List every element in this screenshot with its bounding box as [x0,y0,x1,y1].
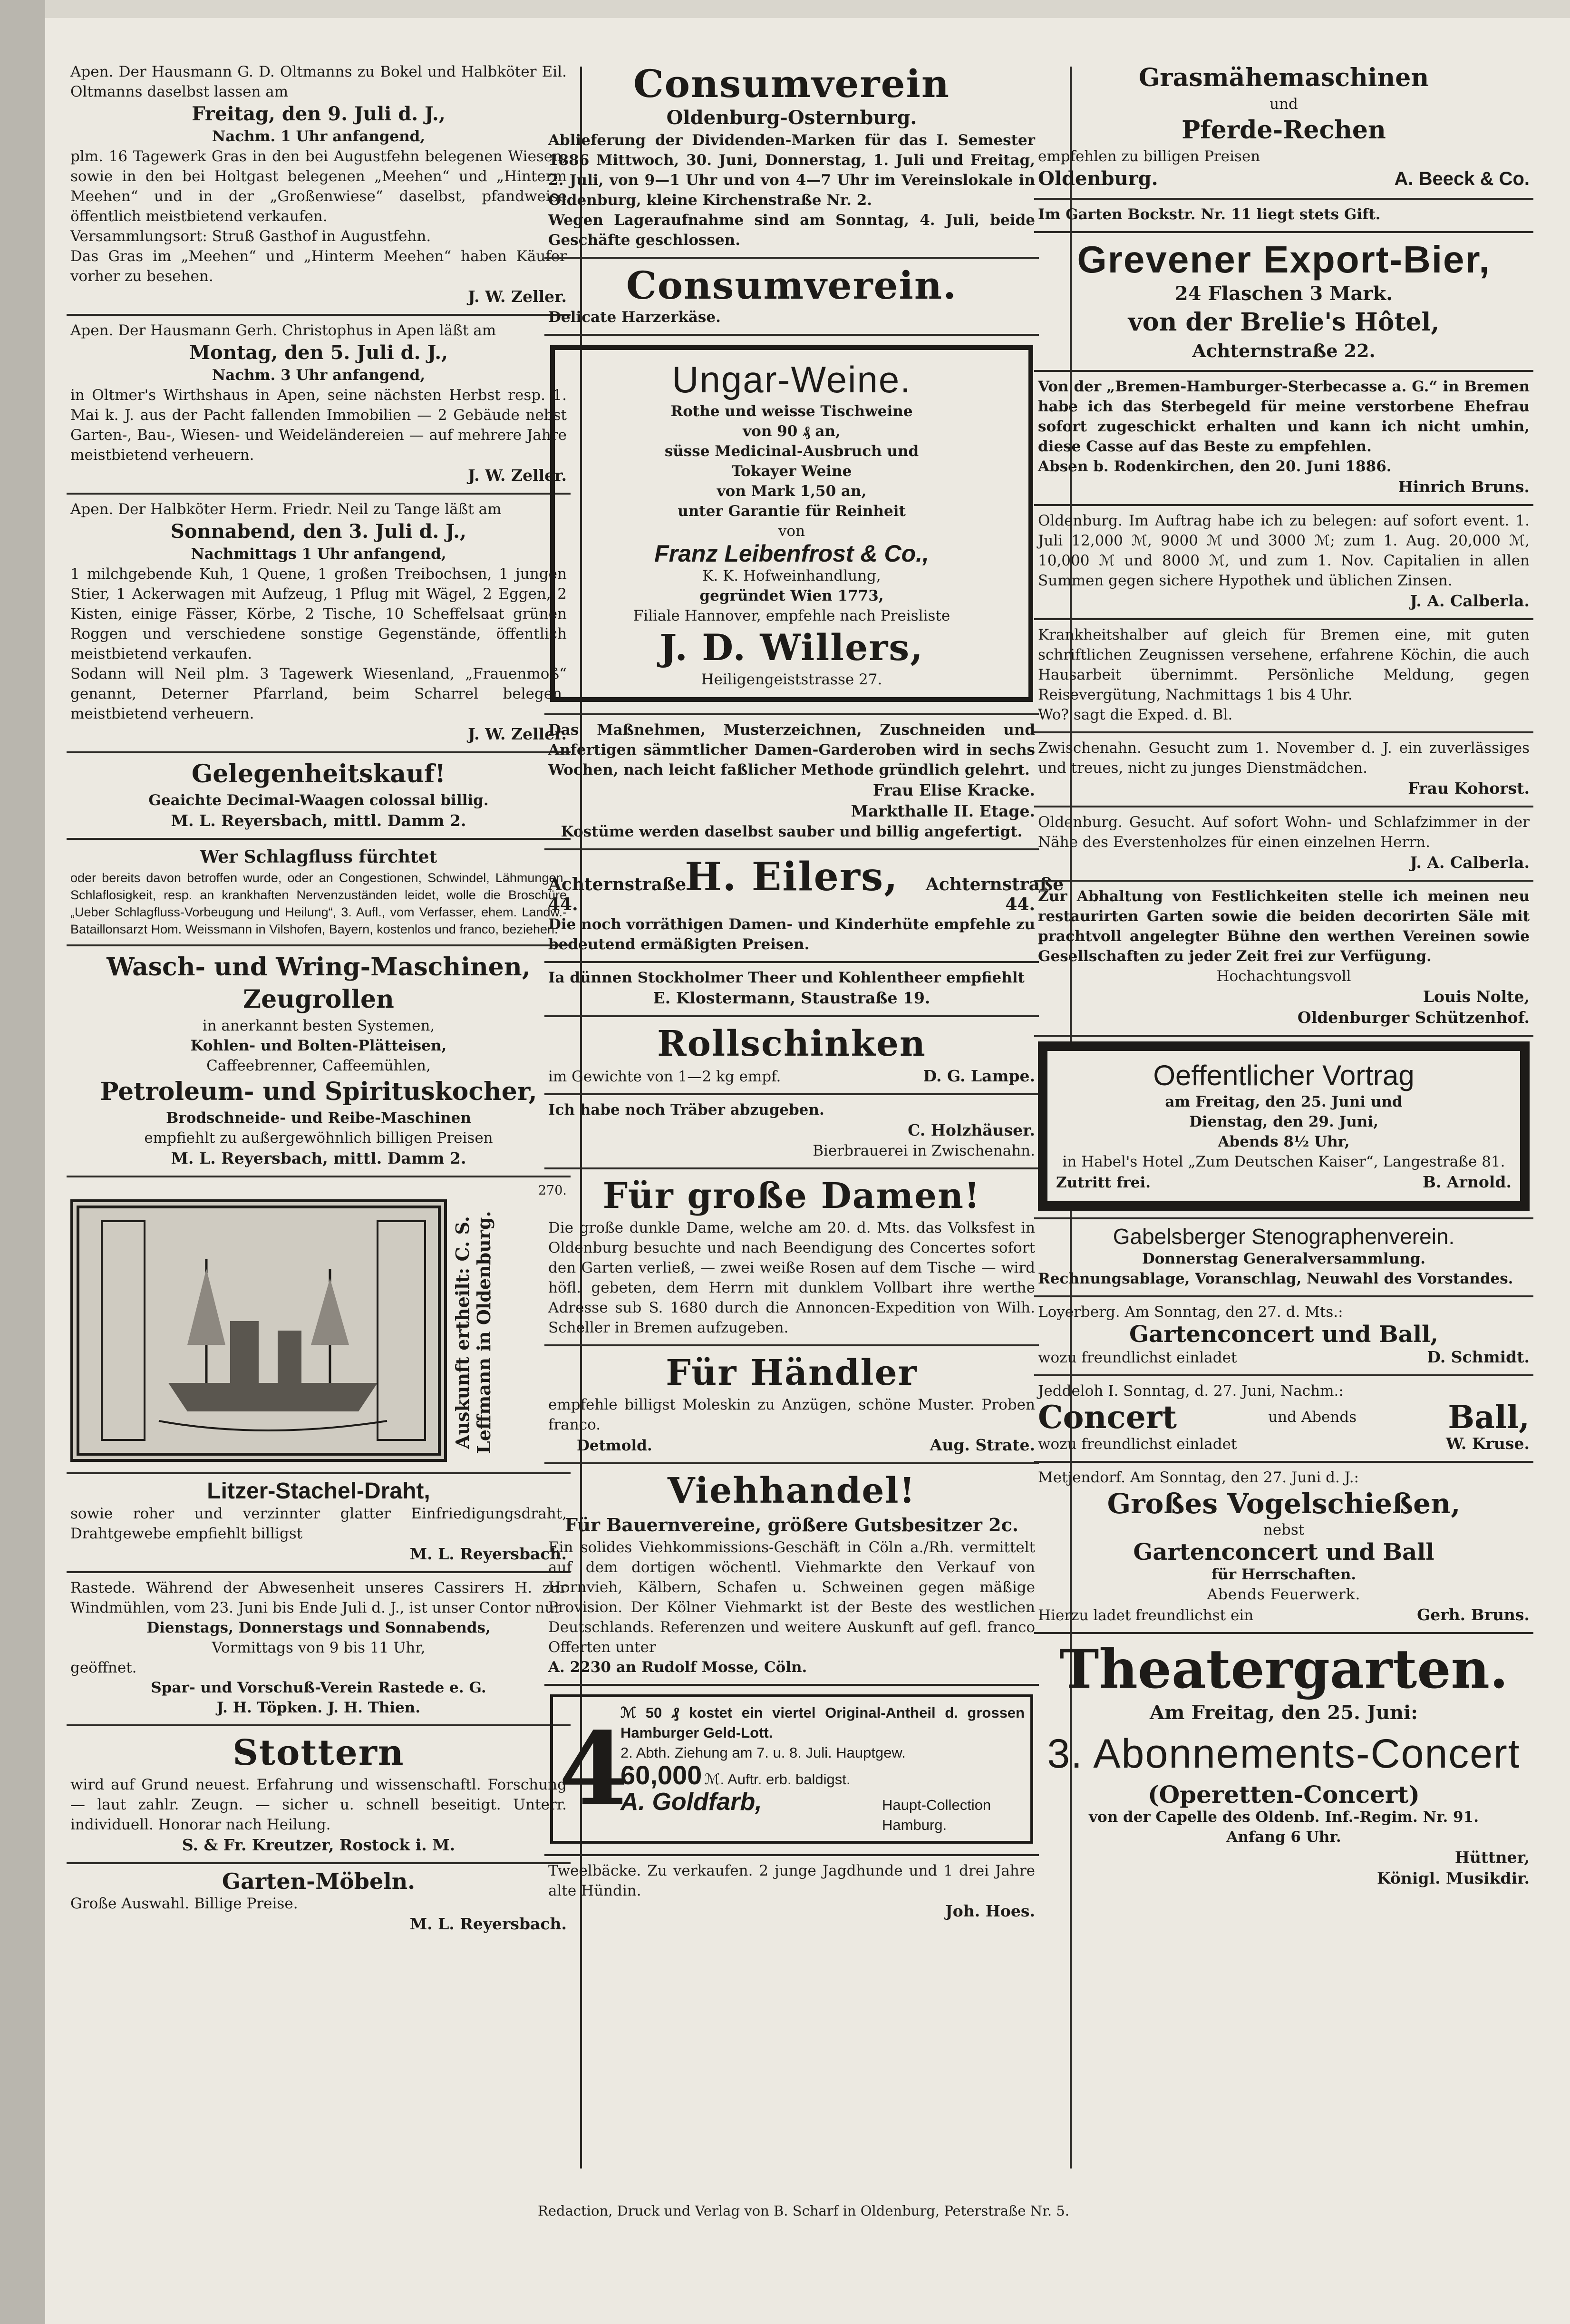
ad-schuetzenhof [1034,882,1533,1037]
ad-signature: Hinrich Bruns. [1398,477,1530,496]
ad-collection: Haupt-Collection Hamburg. [882,1797,991,1833]
ad-body: Ich habe noch Träber abzugeben. [548,1101,824,1118]
ad-line: empfiehlt zu außergewöhnlich billigen Preisen [144,1129,493,1147]
ad-signature: S. & Fr. Kreutzer, Rostock i. M. [182,1836,455,1854]
ad-headline: Gelegenheitskauf! [191,759,446,788]
ad-signature: J. W. Zeller. [468,287,567,306]
ad-lottery [544,1686,1039,1856]
ad-body: empfehle billigst Moleskin zu Anzügen, schöne Muster. Proben franco. [548,1396,1035,1433]
ad-stenography [1034,1219,1533,1297]
ad-signature: J. W. Zeller. [468,466,567,485]
ad-firm: A. Goldfarb, [620,1788,762,1816]
ad-death-fund [1034,372,1533,506]
ad-line: Kohlen- und Bolten-Plätteisen, [190,1037,447,1054]
ad-line: 2. Abth. Ziehung am 7. u. 8. Juli. Hauptgew. [620,1744,906,1761]
ad-line: empfehlen zu billigen Preisen [1038,148,1260,165]
column-left [67,57,571,2168]
ad-body: Ein solides Viehkommissions-Geschäft in Cöln a./Rh. vermittelt auf dem dortigen wöchentl. Viehmarkte den Verkauf von Hornvieh, Kälbern, Schafen u. Schweinen gegen mäßige Provision. Der Kölner Viehmarkt ist der Beste des westlichen Deutschlands. Referenzen und weitere Auskunft auf gefl. franco Offerten unter [548,1539,1035,1656]
ad-wire [67,1474,571,1573]
ad-note: Wegen Lageraufnahme sind am Sonntag, 4. Juli, beide Geschäfte geschlossen. [548,212,1035,249]
ad-cook-wanted [1034,620,1533,733]
ad-body: Ablieferung der Dividenden-Marken für das I. Semester 1886 Mittwoch, 30. Juni, Donnerstag, 1. Juli und Freitag, 2. Juli, von 9—1 Uhr und von 4—7 Uhr im Vereinslokale in Oldenburg, kleine Kirchenstraße Nr. 2. [548,132,1035,209]
ad-agent: J. D. Willers, [659,626,924,669]
ad-date: Freitag, den 9. Juli d. J., [192,103,446,125]
ad-line: K. K. Hofweinhandlung, [702,567,881,584]
ad-body: Krankheitshalber auf gleich für Bremen eine, mit guten schriftlichen Zeugnissen versehene, erfahrene Köchin, die auch Hausarbeit übernimmt. Persönliche Meldung, gegen Reisevergütung, Nachmittags 1 bis 4 Uhr. [1038,626,1530,703]
ad-consumverein-cheese [544,259,1039,336]
ad-headline-2: Gartenconcert und Ball [1133,1539,1434,1566]
ad-body: Ia dünnen Stockholmer Theer und Kohlentheer empfiehlt [548,969,1025,986]
ad-headline: Viehhandel! [667,1470,916,1511]
ad-line: Abends 8½ Uhr, [1218,1133,1350,1150]
ad-headline: Consumverein. [626,263,957,308]
ad-subheadline: Zeugrollen [243,985,394,1014]
ad-line: für Herrschaften. [1211,1566,1357,1583]
ad-headline-2: 3. Abonnements-Concert [1047,1731,1521,1777]
ad-tall-lady [544,1169,1039,1346]
ad-signature: M. L. Reyersbach, mittl. Damm 2. [171,811,466,830]
ad-nebst: nebst [1263,1521,1305,1538]
ad-maid-wanted [1034,733,1533,807]
ad-line: ℳ 50 ₰ kostet ein viertel Original-Antheil d. grossen Hamburger Geld-Lott. [620,1704,1025,1741]
ad-signature: M. L. Reyersbach, mittl. Damm 2. [171,1149,466,1167]
ad-headline: Oeffentlicher Vortrag [1153,1060,1415,1091]
ad-line: Brodschneide- und Reibe-Maschinen [166,1109,471,1127]
ad-body: Zwischenahn. Gesucht zum 1. November d. J. ein zuverlässiges und treues, nicht zu junges Dienstmädchen. [1038,739,1530,777]
ad-body: Die noch vorräthigen Damen- und Kinderhüte empfehle zu bedeutend ermäßigten Preisen. [548,916,1035,953]
steamship-icon [73,1202,444,1459]
ad-headline: Gartenconcert und Ball, [1129,1321,1438,1348]
ad-signature: A. Beeck & Co. [1394,168,1530,189]
ad-address: Heiligengeiststrasse 27. [701,671,882,688]
ad-signature: D. G. Lampe. [923,1067,1035,1085]
steamship-illustration [70,1199,447,1462]
ad-line: von Mark 1,50 an, [717,483,867,500]
ad-stuttering [67,1726,571,1864]
ad-line: in Habel's Hotel „Zum Deutschen Kaiser“, Langestraße 81. [1062,1153,1505,1170]
ad-headline-2: Pferde-Rechen [1182,116,1386,145]
ad-headline: Consumverein [633,61,950,106]
ad-signature: A. 2230 an Rudolf Mosse, Cöln. [548,1659,807,1676]
ad-line: gegründet Wien 1773, [699,587,884,604]
ad-headline: Wer Schlagfluss fürchtet [200,847,437,867]
ad-subheadline: Für Bauernvereine, größere Gutsbesitzer 2c. [565,1514,1018,1536]
ad-eilers-hats [544,850,1064,963]
ad-subline: Bierbrauerei in Zwischenahn. [813,1142,1035,1159]
ad-place: Versammlungsort: Struß Gasthof in Augustfehn. [70,228,431,245]
ad-signature: M. L. Reyersbach. [409,1545,567,1563]
ad-tar [544,963,1039,1017]
column-middle [544,57,1064,2168]
ad-line: in anerkannt besten Systemen, [202,1017,435,1034]
ad-line: Hochachtungsvoll [1216,968,1351,985]
ad-ham [544,1017,1039,1095]
ad-body: Geaichte Decimal-Waagen colossal billig. [148,792,489,809]
ad-lecture [1034,1037,1533,1219]
ad-signature: D. Schmidt. [1427,1348,1530,1366]
ad-capital [1034,506,1533,620]
ad-body: Im Garten Bockstr. Nr. 11 liegt stets Gift. [1038,206,1381,223]
ad-body: Delicate Harzerkäse. [548,309,721,326]
ad-signature: E. Klostermann, Staustraße 19. [653,989,930,1007]
ad-line: wozu freundlichst einladet [1038,1349,1237,1366]
ad-time: Vormittags von 9 bis 11 Uhr, [212,1639,426,1656]
ad-line: Absen b. Rodenkirchen, den 20. Juni 1886. [1038,458,1392,475]
ad-body: Das Maßnehmen, Musterzeichnen, Zuschneiden und Anfertigen sämmtlicher Damen-Garderoben wird in sechs Wochen, nach leicht faßlicher Methode gründlich gelehrt. [548,721,1035,778]
ad-body: Oldenburg. Im Auftrag habe ich zu belegen: auf sofort event. 1. Juli 12,000 ℳ, 9000 ℳ und 3000 ℳ; zum 1. Aug. 20,000 ℳ, 10,000 ℳ und 8000 ℳ, und zum 1. Nov. Capitalien in allen Summen gegen sichere Hypothek und üblichen Zinsen. [1038,512,1530,589]
ad-stroke [67,840,571,946]
ad-signature: C. Holzhäuser. [908,1121,1035,1139]
ad-signature: Joh. Hoes. [945,1902,1035,1920]
imprint-footer: Redaction, Druck und Verlag von B. Scharf in Oldenburg, Peterstraße Nr. 5. [538,2203,1069,2219]
ad-signature: B. Arnold. [1423,1173,1512,1191]
ad-amount: 60,000 [620,1760,702,1790]
ad-line: süsse Medicinal-Ausbruch und [664,443,919,460]
ad-headline: Großes Vogelschießen, [1107,1488,1461,1520]
ad-line: Am Freitag, den 25. Juni: [1150,1702,1418,1724]
ad-headline: Garten-Möbeln. [222,1868,416,1894]
ad-headline: Theatergarten. [1059,1638,1508,1701]
ad-body: Rastede. Während der Abwesenheit unseres Cassirers H. zur Windmühlen, vom 23. Juni bis Ende Juli d. J., ist unser Contor nur [70,1579,567,1616]
ad-theatergarten [1034,1634,1533,1896]
ad-loyerberg [1034,1297,1533,1376]
ad-headline: Stottern [233,1732,405,1773]
ad-line: unter Garantie für Reinheit [678,503,906,520]
ad-mowers [1034,57,1533,200]
ad-line: Tokayer Weine [731,463,852,480]
ad-line: Hierzu ladet freundlichst ein [1038,1607,1254,1624]
ad-body: in Oltmer's Wirthshaus in Apen, seine nächsten Herbst resp. 1. Mai k. J. aus der Pacht fallenden Immobilien — 2 Gebäude nebst Garten-, Bau-, Wiesen- und Weideländereien — auf mehrere Jahre meistbietend verheuern. [70,387,567,464]
ad-number: 270. [538,1183,567,1198]
ad-subheadline: Oldenburg-Osternburg. [666,107,917,129]
ad-signature: Louis Nolte, [1423,987,1530,1006]
ad-line: und Abends [1268,1409,1357,1426]
ad-signature: M. L. Reyersbach. [409,1915,567,1933]
ad-open: geöffnet. [70,1659,137,1676]
ad-line: Rothe und weisse Tischweine [670,403,913,420]
ad-headline: Rollschinken [657,1023,926,1064]
ad-body: im Gewichte von 1—2 kg empf. [548,1068,781,1085]
ad-rastede [67,1573,571,1726]
ad-time: Nachm. 3 Uhr anfangend, [212,367,426,384]
ad-poison [1034,200,1533,233]
ad-intro: Apen. Der Halbköter Herm. Friedr. Neil zu Tange läßt am [70,501,502,518]
ad-line: Donnerstag Generalversammlung. [1142,1250,1426,1267]
ad-line: von [778,523,805,540]
ad-garden-furniture [67,1864,571,1941]
ad-tailoring-course [544,715,1039,850]
ad-body-2: Sodann will Neil plm. 3 Tagewerk Wiesenland, „Frauenmoß“ genannt, Deterner Pfarrland, beim Scharrel belegen, meistbietend verheuern. [70,665,567,722]
ad-big-number: 4 [559,1710,629,1828]
ad-headline: Für große Damen! [602,1176,981,1216]
ad-and: und [1270,96,1298,113]
ad-body: sowie roher und verzinnter glatter Einfriedigungsdraht, Drahtgewebe empfiehlt billigst [70,1505,567,1542]
ad-dogs [544,1856,1039,1928]
ad-shipping-line [67,1177,571,1474]
ad-line: Dienstag, den 29. Juni, [1189,1113,1378,1130]
ad-hungarian-wines [544,336,1039,715]
ad-headline: Grevener Export-Bier, [1077,238,1491,281]
ad-firm: von der Brelie's Hôtel, [1128,308,1440,337]
ad-auction-christophus [67,316,571,495]
ad-signature: Frau Elise Kracke. [872,781,1035,799]
ad-line: Wo? sagt die Exped. d. Bl. [1038,706,1233,723]
ad-spent-grain [544,1095,1039,1169]
ad-line: Loyerberg. Am Sonntag, den 27. d. Mts.: [1038,1303,1343,1321]
ad-room-wanted [1034,807,1533,882]
ad-headline: Für Händler [666,1352,918,1393]
ad-date: Montag, den 5. Juli d. J., [189,341,448,364]
ad-auction-neil [67,495,571,753]
ad-body: Große Auswahl. Billige Preise. [70,1895,298,1912]
ad-signature: J. A. Calberla. [1410,853,1530,872]
ad-body: Die große dunkle Dame, welche am 20. d. Mts. das Volksfest in Oldenburg besuchte und nach Beendigung des Concertes sofort den Garten verließ, — zwei weiße Rosen auf dem Tische — wird höfl. gebeten, dem Herrn mit dunklem Vollbart ihre werthe Adresse sub S. 1680 durch die Annoncen-Expedition von Wilh. Scheller in Bremen aufzugeben. [548,1219,1035,1336]
ad-place: Detmold. [577,1437,652,1454]
ad-address-right: Achternstraße 44. [926,875,1064,914]
ad-days: Dienstags, Donnerstags und Sonnabends, [146,1619,491,1636]
ad-intro: Apen. Der Hausmann G. D. Oltmanns zu Bokel und Halbköter Eil. Oltmanns daselbst lassen am [70,63,567,100]
ad-body: 1 milchgebende Kuh, 1 Quene, 1 großen Treibochsen, 1 jungen Stier, 1 Ackerwagen mit Aufzeug, 1 Pflug mit Wägel, 2 Eggen, 2 Kisten, einige Fässer, Körbe, 2 Tische, 10 Scheffelsaat grünen Roggen und verschiedene sonstige Gegenstände, öffentlich meistbietend verkaufen. [70,565,567,662]
ad-headline: Concert [1038,1399,1177,1436]
ad-line: von 90 ₰ an, [743,423,841,440]
ad-signature-2: Oldenburger Schützenhof. [1297,1008,1530,1027]
column-right [1034,57,1533,2168]
ad-line: 24 Flaschen 3 Mark. [1174,282,1393,305]
ad-note: Kostüme werden daselbst sauber und billig angefertigt. [561,823,1023,840]
ad-contact: Auskunft ertheilt: C. S. Leffmann in Oldenburg. [452,1211,494,1454]
ad-line: Rechnungsablage, Voranschlag, Neuwahl des Vorstandes. [1038,1270,1513,1287]
ad-signature: J. A. Calberla. [1410,592,1530,610]
ad-line: (Operetten-Concert) [1147,1780,1420,1809]
ad-signature: Frau Kohorst. [1408,779,1530,797]
ad-body: Zur Abhaltung von Festlichkeiten stelle ich meinen neu restaurirten Garten sowie die beiden decorirten Säle mit prachtvoll angelegter Bühne den werthen Vereinen sowie Gesellschaften zu jeder Zeit frei zur Verfügung. [1038,888,1530,965]
ad-place: Oldenburg. [1038,167,1158,190]
ad-line: ℳ. Auftr. erb. baldigst. [704,1771,851,1788]
ad-headline-2: Petroleum- und Spirituskocher, [100,1077,537,1106]
ad-signature: Aug. Strate. [930,1436,1035,1454]
ad-traders [544,1346,1039,1464]
ad-scales [67,753,571,840]
ad-body: Oldenburg. Gesucht. Auf sofort Wohn- und Schlafzimmer in der Nähe des Everstenholzes für einen einzelnen Herrn. [1038,814,1530,851]
ad-cattle-trade [544,1464,1039,1686]
ad-line: Caffeebrenner, Caffeemühlen, [206,1057,431,1074]
ad-headline: Ungar-Weine. [672,359,911,400]
ad-headline: Grasmähemaschinen [1138,63,1429,92]
ad-body: wird auf Grund neuest. Erfahrung und wissenschaftl. Forschung — laut zahlr. Zeugn. — sicher u. schnell beseitigt. Unterr. individuell. Honorar nach Heilung. [70,1776,567,1833]
ad-signature: J. W. Zeller. [468,725,567,743]
ad-date: Sonnabend, den 3. Juli d. J., [171,520,466,543]
ad-line: Filiale Hannover, empfehle nach Preisliste [633,607,950,624]
ad-line: am Freitag, den 25. Juni und [1165,1093,1403,1110]
ad-intro: Apen. Der Hausmann Gerh. Christophus in Apen läßt am [70,322,496,339]
ad-consumverein-dividend [544,57,1039,259]
ad-address-left: Achternstraße 44. [548,875,687,914]
ad-organisation: Spar- und Vorschuß-Verein Rastede e. G. [151,1679,486,1696]
ad-metjendorf [1034,1463,1533,1634]
ad-time: Nachmittags 1 Uhr anfangend, [191,545,446,563]
ad-headline: Gabelsberger Stenographenverein. [1113,1224,1455,1249]
ad-beer [1034,233,1533,372]
ad-firm: Franz Leibenfrost & Co., [654,540,929,567]
ad-body: oder bereits davon betroffen wurde, oder an Congestionen, Schwindel, Lähmungen, Schlaflosigkeit, resp. an krankhaften Nervenzuständen leidet, wolle die Broschüre „Ueber Schlagfluss-Vorbeugung und Heilung“, 3. Aufl., vom Verfasser, ehem. Landw.-Bataillonsarzt Hom. Weissmann in Vilshofen, Bayern, kostenlos und franco, beziehen. [70,871,567,936]
ad-body: plm. 16 Tagewerk Gras in den bei Augustfehn belegenen Wiesen, sowie in den bei Holtgast belegenen „Meehen“ und „Hinterm Meehen“ und in der „Großenwiese“ daselbst, pfandweise öffentlich meistbietend verkaufen. [70,148,567,225]
ad-note: Das Gras im „Meehen“ und „Hinterm Meehen“ haben Käufer vorher zu besehen. [70,248,567,285]
ad-headline: Wasch- und Wring-Maschinen, [107,953,531,982]
page-edge [0,0,45,2324]
ad-signature-2: Markthalle II. Etage. [851,802,1035,820]
ad-line: Metjendorf. Am Sonntag, den 27. Juni d. J.: [1038,1469,1359,1486]
ad-line: von der Capelle des Oldenb. Inf.-Regim. Nr. 91. [1089,1809,1479,1826]
ad-line: Anfang 6 Uhr. [1226,1828,1341,1846]
ad-headline: Litzer-Stachel-Draht, [207,1478,430,1504]
ad-auction-oltmanns [67,57,571,316]
ad-body: Von der „Bremen-Hamburger-Sterbecasse a. G.“ in Bremen habe ich das Sterbegeld für meine verstorbene Ehefrau sofort zugeschickt erhalten und kann ich nicht umhin, diese Casse auf das Beste zu empfehlen. [1038,378,1530,455]
ad-headline-2: Ball, [1448,1399,1530,1436]
ad-address: Achternstraße 22. [1192,340,1376,361]
ad-signature: W. Kruse. [1445,1434,1530,1453]
ad-headline: H. Eilers, [685,854,899,900]
ad-signature: J. H. Töpken. J. H. Thien. [216,1699,421,1716]
ad-body: Tweelbäcke. Zu verkaufen. 2 junge Jagdhunde und 1 drei Jahre alte Hündin. [548,1862,1035,1899]
ad-signature: Gerh. Bruns. [1417,1605,1530,1624]
ad-line: wozu freundlichst einladet [1038,1436,1237,1453]
ad-line: Abends Feuerwerk. [1207,1586,1361,1603]
ad-signature-2: Königl. Musikdir. [1376,1869,1530,1887]
ad-washing-machines [67,946,571,1177]
ad-signature: Hüttner, [1454,1848,1530,1867]
ad-admission: Zutritt frei. [1056,1174,1151,1191]
ad-line: Jeddeloh I. Sonntag, d. 27. Juni, Nachm.: [1038,1382,1344,1400]
ad-time: Nachm. 1 Uhr anfangend, [212,128,426,145]
ad-jeddeloh [1034,1376,1533,1463]
